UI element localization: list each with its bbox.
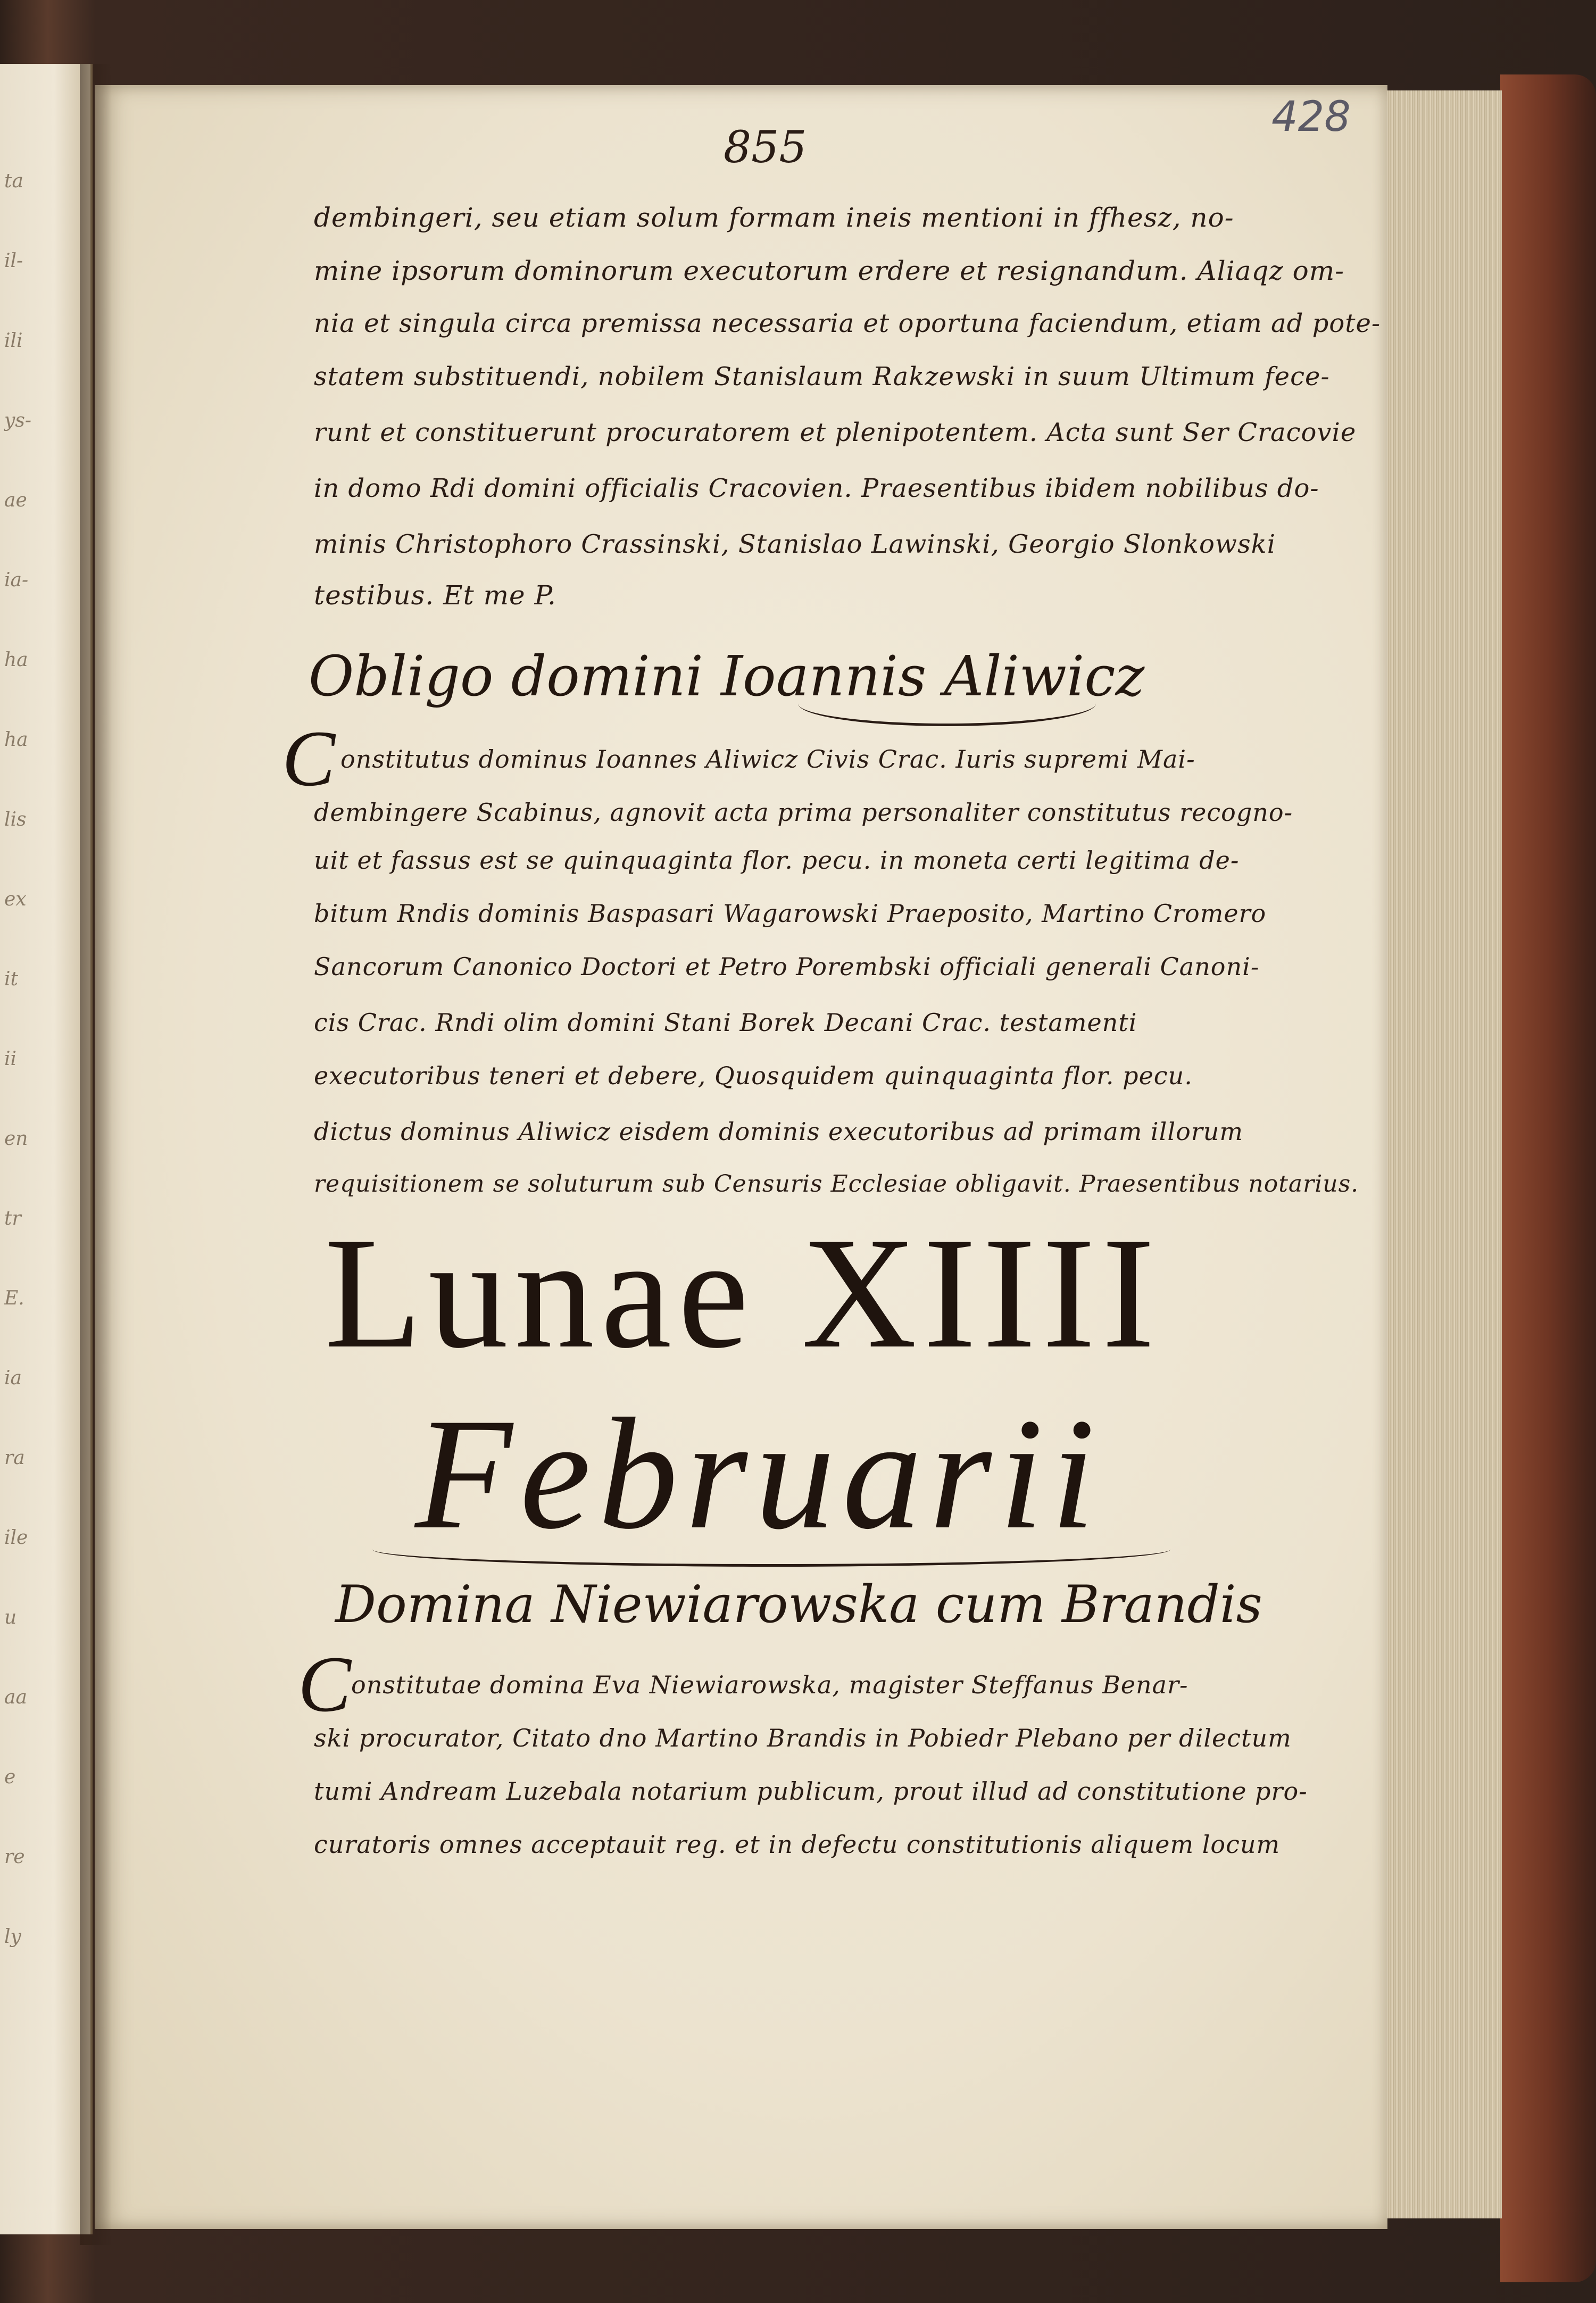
left-page-text-fragment: ha xyxy=(4,729,28,751)
heading-flourish xyxy=(798,681,1096,726)
left-page-text-fragment: ae xyxy=(4,489,27,511)
text-line: onstitutus dominus Ioannes Aliwicz Civis Crac. Iuris supremi Mai- xyxy=(340,745,1195,774)
text-line: mine ipsorum dominorum executorum erdere et resignandum. Aliaqz om- xyxy=(314,255,1345,286)
text-line: uit et fassus est se quinquaginta flor. pecu. in moneta certi legitima de- xyxy=(314,846,1240,875)
left-page-text-fragment: ii xyxy=(4,1048,17,1070)
entry-heading: Obligo domini Ioannis Aliwicz xyxy=(309,644,1145,709)
left-page-text-fragment: ex xyxy=(4,888,27,910)
text-line: curatoris omnes acceptauit reg. et in defectu constitutionis aliquem locum xyxy=(314,1830,1281,1859)
left-page-text-fragment: re xyxy=(4,1846,25,1868)
left-page-text-fragment: tr xyxy=(4,1208,21,1229)
text-line: onstitutae domina Eva Niewiarowska, magister Steffanus Benar- xyxy=(351,1670,1188,1699)
folio-number: 855 xyxy=(724,122,807,173)
entry-heading: Domina Niewiarowska cum Brandis xyxy=(335,1575,1262,1634)
left-page-text-fragment: ra xyxy=(4,1447,25,1469)
gutter-shadow xyxy=(80,64,112,2245)
text-line: requisitionem se soluturum sub Censuris Ecclesiae obligavit. Praesentibus notarius. xyxy=(314,1170,1359,1198)
date-heading-line1: Lunae XIIII xyxy=(325,1204,1161,1381)
text-line: Sancorum Canonico Doctori et Petro Porembski officiali generali Canoni- xyxy=(314,952,1260,981)
text-line: testibus. Et me P. xyxy=(314,580,556,611)
left-page xyxy=(0,64,93,2234)
left-page-text-fragment: ta xyxy=(4,170,23,192)
text-line: runt et constituerunt procuratorem et plenipotentem. Acta sunt Ser Cracovie xyxy=(314,418,1357,447)
left-page-text-fragment: it xyxy=(4,968,18,990)
left-page-text-fragment: ys- xyxy=(4,410,31,431)
left-page-text-fragment: ili xyxy=(4,330,23,352)
left-page-text-fragment: lis xyxy=(4,809,27,830)
left-page-text-fragment: u xyxy=(4,1607,17,1628)
left-page-text-fragment: il- xyxy=(4,250,23,272)
left-page-text-fragment: e xyxy=(4,1766,16,1788)
text-line: statem substituendi, nobilem Stanislaum Rakzewski in suum Ultimum fece- xyxy=(314,362,1330,392)
text-line: dictus dominus Aliwicz eisdem dominis executoribus ad primam illorum xyxy=(314,1117,1243,1146)
text-line: dembingeri, seu etiam solum formam ineis mentioni in ffhesz, no- xyxy=(314,202,1234,233)
text-line: ski procurator, Citato dno Martino Brandis in Pobiedr Plebano per dilectum xyxy=(314,1724,1292,1752)
text-line: tumi Andream Luzebala notarium publicum, prout illud ad constitutione pro- xyxy=(314,1777,1308,1806)
text-line: bitum Rndis dominis Baspasari Wagarowski Praeposito, Martino Cromero xyxy=(314,899,1267,928)
text-line: in domo Rdi domini officialis Cracovien. Praesentibus ibidem nobilibus do- xyxy=(314,473,1319,503)
left-page-text-fragment: en xyxy=(4,1128,28,1150)
text-line: executoribus teneri et debere, Quosquidem quinquaginta flor. pecu. xyxy=(314,1061,1193,1090)
date-flourish xyxy=(372,1532,1170,1567)
manuscript-page xyxy=(95,85,1387,2229)
book-cover-edge xyxy=(1500,74,1596,2282)
left-page-text-fragment: aa xyxy=(4,1686,27,1708)
text-line: dembingere Scabinus, agnovit acta prima personaliter constitutus recogno- xyxy=(314,798,1293,827)
page-edges xyxy=(1378,90,1502,2218)
initial-letter: C xyxy=(282,714,336,803)
left-page-text-fragment: ly xyxy=(4,1926,21,1948)
initial-letter: C xyxy=(298,1640,352,1728)
text-line: minis Christophoro Crassinski, Stanislao Lawinski, Georgio Slonkowski xyxy=(314,529,1276,559)
text-line: nia et singula circa premissa necessaria et oportuna faciendum, etiam ad pote- xyxy=(314,309,1381,338)
date-heading-line2: Februarii xyxy=(415,1385,1103,1562)
text-line: cis Crac. Rndi olim domini Stani Borek Decani Crac. testamenti xyxy=(314,1008,1137,1037)
pencil-folio-number: 428 xyxy=(1271,93,1351,141)
left-page-text-fragment: E. xyxy=(4,1287,24,1309)
left-page-text-fragment: ia xyxy=(4,1367,22,1389)
left-page-text-fragment: ia- xyxy=(4,569,29,591)
left-page-text-fragment: ile xyxy=(4,1527,28,1549)
left-page-text-fragment: ha xyxy=(4,649,28,671)
